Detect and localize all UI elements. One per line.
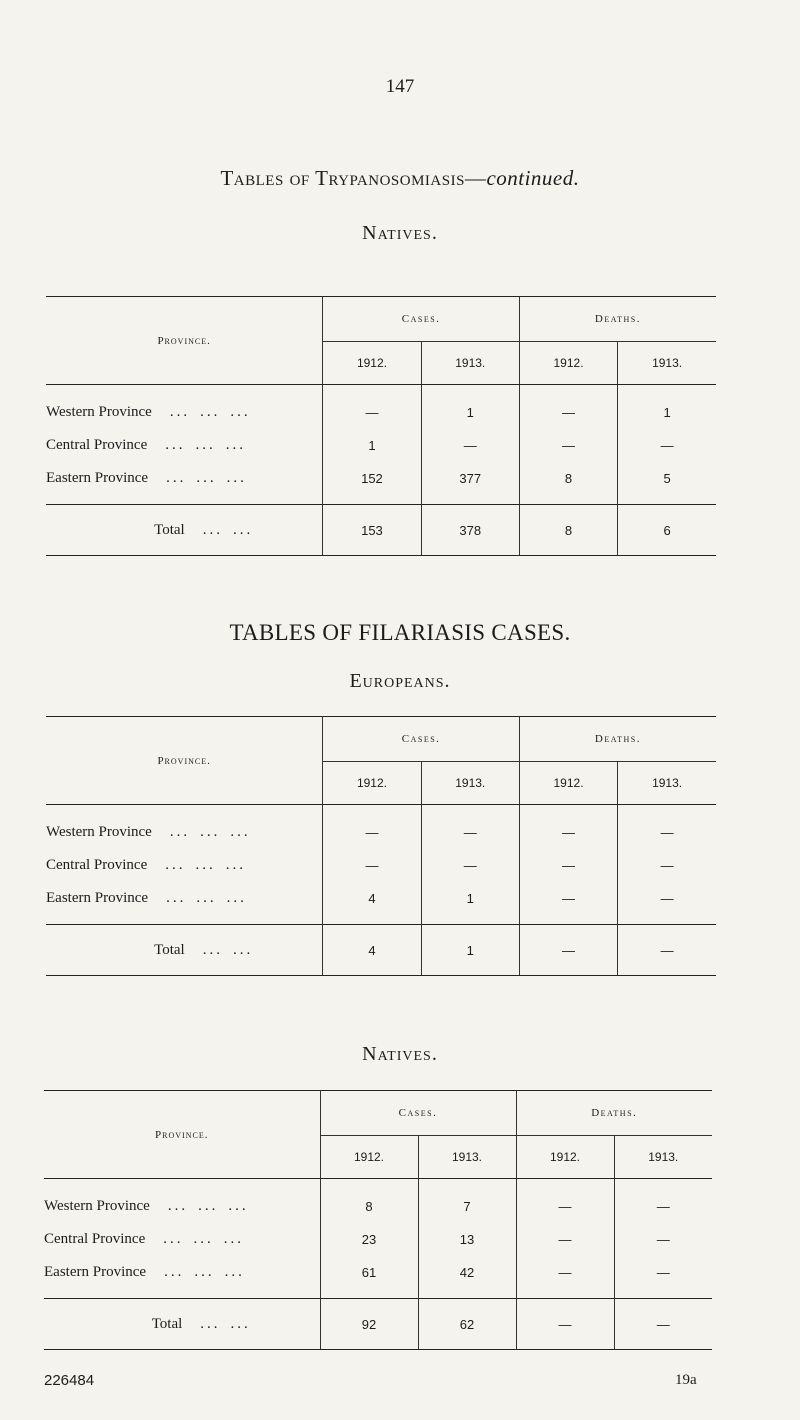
- cases-1913-cell: —: [421, 805, 519, 850]
- filariasis-europeans-table: [46, 716, 716, 976]
- total-cases-1913: 1: [421, 925, 519, 976]
- total-label: Total: [154, 941, 185, 958]
- province-cell: [46, 429, 323, 462]
- cases-1912-cell: 152: [323, 462, 421, 505]
- province-name: Eastern Province: [46, 470, 149, 486]
- cases-1913-cell: 1: [421, 882, 519, 925]
- cases-1913-cell: 377: [421, 462, 519, 505]
- province-cell: [44, 1223, 320, 1256]
- cases-1913-cell: 13: [418, 1223, 516, 1256]
- deaths-1913-cell: —: [656, 1232, 670, 1247]
- province-cell: [44, 1179, 320, 1224]
- province-name: Central Province: [46, 857, 148, 873]
- year-header: 1912.: [323, 342, 421, 385]
- cases-1912-cell: 4: [323, 882, 421, 925]
- total-cases-1912: 4: [323, 925, 421, 976]
- table-row: [46, 429, 716, 462]
- cases-1913-cell: 7: [418, 1179, 516, 1224]
- cases-header: Cases.: [323, 717, 520, 762]
- leader-dots: ...: [165, 857, 186, 873]
- province-cell: [46, 462, 323, 505]
- deaths-1913-cell: 5: [663, 471, 671, 486]
- province-name: Eastern Province: [44, 1264, 147, 1280]
- deaths-1912-cell: —: [519, 882, 617, 925]
- total-row: [44, 1299, 712, 1350]
- natives-subtitle-1: Natives.: [362, 222, 438, 244]
- footer-print-code: 226484: [44, 1372, 95, 1389]
- total-deaths-1913: —: [614, 1299, 712, 1350]
- leader-dots: ...: [202, 521, 223, 538]
- deaths-1913-cell: —: [656, 1199, 670, 1214]
- leader-dots: ...: [163, 1231, 184, 1247]
- table-row: [46, 805, 716, 850]
- deaths-1912-cell: —: [516, 1223, 614, 1256]
- total-cases-1913: 378: [421, 505, 519, 556]
- leader-dots: ...: [225, 437, 246, 453]
- leader-dots: ...: [230, 404, 251, 420]
- total-deaths-1912: —: [516, 1299, 614, 1350]
- cases-header: Cases.: [323, 297, 520, 342]
- trypanosomiasis-title: [0, 166, 800, 191]
- cases-1912-cell: 23: [320, 1223, 418, 1256]
- deaths-1913-cell: —: [660, 858, 674, 873]
- province-name: Central Province: [46, 437, 148, 453]
- total-row: [46, 925, 716, 976]
- cases-1912-cell: 1: [323, 429, 421, 462]
- deaths-1912-cell: —: [519, 385, 617, 430]
- leader-dots: ...: [198, 1198, 219, 1214]
- province-name: Western Province: [46, 824, 152, 840]
- cases-1913-cell: 42: [418, 1256, 516, 1299]
- cases-1912-cell: —: [323, 805, 421, 850]
- year-header: 1913.: [618, 762, 716, 805]
- province-cell: [46, 849, 323, 882]
- cases-header: Cases.: [320, 1091, 516, 1136]
- leader-dots: ...: [200, 404, 221, 420]
- total-cases-1912: 153: [323, 505, 421, 556]
- total-row: [46, 505, 716, 556]
- cases-1912-cell: 8: [320, 1179, 418, 1224]
- leader-dots: ...: [228, 1198, 249, 1214]
- deaths-1912-cell: 8: [519, 462, 617, 505]
- leader-dots: ...: [230, 824, 251, 840]
- province-name: Central Province: [44, 1231, 146, 1247]
- deaths-header: Deaths.: [519, 717, 716, 762]
- page-number: 147: [385, 76, 415, 97]
- filariasis-natives-table: [44, 1090, 712, 1350]
- filariasis-title: TABLES OF FILARIASIS CASES.: [229, 620, 571, 645]
- deaths-1913-cell: 1: [663, 405, 671, 420]
- leader-dots: ...: [225, 857, 246, 873]
- leader-dots: ...: [223, 1231, 244, 1247]
- year-header: 1912.: [516, 1136, 614, 1179]
- leader-dots: ...: [196, 470, 217, 486]
- deaths-header: Deaths.: [519, 297, 716, 342]
- leader-dots: ...: [202, 941, 223, 958]
- cases-1913-cell: 1: [421, 385, 519, 430]
- table-row: [46, 385, 716, 430]
- total-label: Total: [154, 521, 185, 538]
- deaths-1913-cell: —: [660, 891, 674, 906]
- cases-1912-cell: —: [323, 385, 421, 430]
- year-header: 1912.: [320, 1136, 418, 1179]
- leader-dots: ...: [195, 857, 216, 873]
- total-label-cell: [46, 925, 323, 976]
- deaths-1912-cell: —: [519, 805, 617, 850]
- title-main: Tables of Trypanosomiasis—: [220, 166, 487, 190]
- natives-subtitle-2: Natives.: [362, 1043, 438, 1065]
- province-name: Western Province: [46, 404, 152, 420]
- province-cell: [46, 805, 323, 850]
- province-header: Province.: [44, 1091, 320, 1179]
- province-cell: [46, 385, 323, 430]
- deaths-1912-cell: —: [516, 1179, 614, 1224]
- year-header: 1912.: [323, 762, 421, 805]
- year-header: 1913.: [418, 1136, 516, 1179]
- deaths-1912-cell: —: [519, 849, 617, 882]
- deaths-header: Deaths.: [516, 1091, 712, 1136]
- leader-dots: ...: [194, 1264, 215, 1280]
- table-row: [46, 882, 716, 925]
- leader-dots: ...: [230, 1315, 251, 1332]
- total-deaths-1913: 6: [618, 505, 716, 556]
- year-header: 1912.: [519, 342, 617, 385]
- total-label: Total: [151, 1315, 183, 1332]
- total-cases-1913: 62: [418, 1299, 516, 1350]
- table-row: [46, 849, 716, 882]
- total-deaths-1913: —: [618, 925, 716, 976]
- leader-dots: ...: [226, 470, 247, 486]
- year-header: 1913.: [618, 342, 716, 385]
- year-header: 1912.: [519, 762, 617, 805]
- leader-dots: ...: [226, 890, 247, 906]
- year-header: 1913.: [421, 762, 519, 805]
- year-header: 1913.: [421, 342, 519, 385]
- leader-dots: ...: [169, 824, 191, 840]
- title-continued: continued.: [486, 166, 580, 190]
- leader-dots: ...: [193, 1231, 214, 1247]
- province-cell: [46, 882, 323, 925]
- leader-dots: ...: [164, 1264, 185, 1280]
- leader-dots: ...: [224, 1264, 245, 1280]
- deaths-1913-cell: —: [660, 825, 674, 840]
- leader-dots: ...: [166, 470, 187, 486]
- total-label-cell: [44, 1299, 320, 1350]
- total-deaths-1912: 8: [519, 505, 617, 556]
- province-name: Eastern Province: [46, 890, 149, 906]
- table-row: [44, 1256, 712, 1299]
- deaths-1913-cell: —: [660, 438, 674, 453]
- leader-dots: ...: [200, 824, 221, 840]
- cases-1912-cell: 61: [320, 1256, 418, 1299]
- europeans-subtitle: Europeans.: [349, 670, 451, 692]
- cases-1912-cell: —: [323, 849, 421, 882]
- leader-dots: ...: [167, 1198, 189, 1214]
- total-deaths-1912: —: [519, 925, 617, 976]
- province-header: Province.: [46, 297, 323, 385]
- table-row: [44, 1223, 712, 1256]
- deaths-1913-cell: —: [656, 1265, 670, 1280]
- table-row: [44, 1179, 712, 1224]
- table-row: [46, 462, 716, 505]
- leader-dots: ...: [195, 437, 216, 453]
- trypanosomiasis-natives-table: [46, 296, 716, 556]
- leader-dots: ...: [169, 404, 191, 420]
- deaths-1912-cell: —: [519, 429, 617, 462]
- footer-signature: 19a: [675, 1372, 697, 1388]
- cases-1913-cell: —: [421, 429, 519, 462]
- province-name: Western Province: [44, 1198, 150, 1214]
- leader-dots: ...: [166, 890, 187, 906]
- cases-1913-cell: —: [421, 849, 519, 882]
- leader-dots: ...: [165, 437, 186, 453]
- province-cell: [44, 1256, 320, 1299]
- year-header: 1913.: [614, 1136, 712, 1179]
- total-label-cell: [46, 505, 323, 556]
- province-header: Province.: [46, 717, 323, 805]
- deaths-1912-cell: —: [516, 1256, 614, 1299]
- leader-dots: ...: [232, 521, 254, 538]
- leader-dots: ...: [232, 941, 254, 958]
- total-cases-1912: 92: [320, 1299, 418, 1350]
- leader-dots: ...: [200, 1315, 221, 1332]
- leader-dots: ...: [196, 890, 217, 906]
